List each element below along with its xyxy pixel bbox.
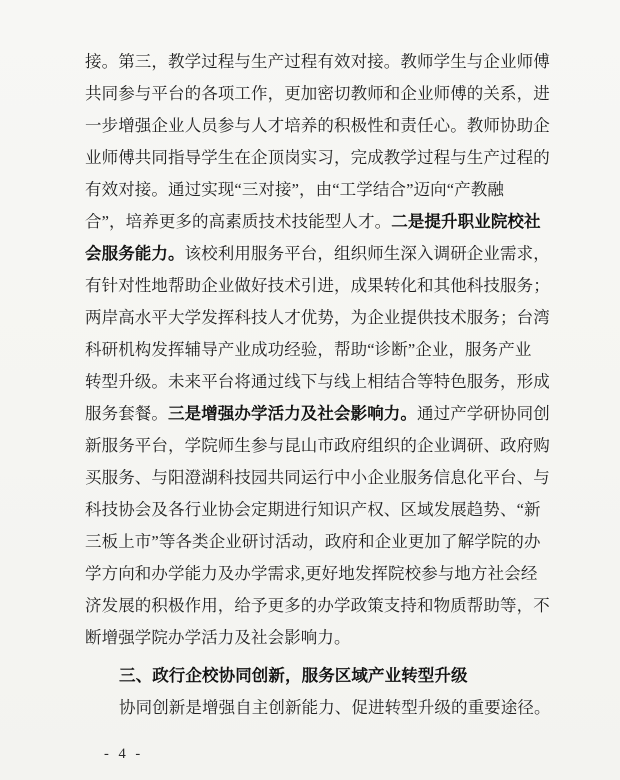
text-line [85, 110, 557, 142]
text-run: 服务套餐。 [85, 404, 168, 423]
text-run: 两岸高水平大学发挥科技人才优势，为企业提供技术服务；台湾 [85, 308, 550, 327]
text-line [85, 142, 557, 174]
text-line [85, 590, 557, 622]
text-run: 买服务、与阳澄湖科技园共同运行中小企业服务信息化平台、与 [85, 468, 550, 487]
text-line [85, 206, 557, 238]
text-run: 断增强学院办学活力及社会影响力。 [85, 628, 351, 647]
page-number: - 4 - [104, 746, 144, 762]
text-line [85, 494, 557, 526]
text-run: 共同参与平台的各项工作，更加密切教师和企业师傅的关系，进 [85, 84, 550, 103]
text-line [85, 430, 557, 462]
text-line [85, 366, 557, 398]
text-line [85, 462, 557, 494]
bold-text-run: 三、政行企校协同创新，服务区域产业转型升级 [119, 666, 468, 685]
text-line [85, 238, 557, 270]
text-run: 合”，培养更多的高素质技术技能型人才。 [85, 212, 392, 231]
text-run: 济发展的积极作用，给予更多的办学政策支持和物质帮助等，不 [85, 596, 550, 615]
text-run: 有针对性地帮助企业做好技术引进，成果转化和其他科技服务； [85, 276, 550, 295]
text-run: 业师傅共同指导学生在企顶岗实习，完成教学过程与生产过程的 [85, 148, 550, 167]
text-run: 学方向和办学能力及办学需求,更好地发挥院校参与地方社会经 [85, 564, 538, 583]
bold-text-run: 三是增强办学活力及社会影响力。 [168, 404, 417, 423]
text-line [85, 46, 557, 78]
text-run: 接。第三，教学过程与生产过程有效对接。教师学生与企业师傅 [85, 52, 550, 71]
text-line [85, 692, 557, 724]
text-line [85, 558, 557, 590]
bold-text-run: 二是提升职业院校社 [391, 212, 541, 231]
text-line [85, 526, 557, 558]
text-run: 该校利用服务平台，组织师生深入调研企业需求， [184, 244, 550, 263]
text-run: 有效对接。通过实现“三对接”，由“工学结合”迈向“产教融 [85, 180, 504, 199]
text-run: 科研机构发挥辅导产业成功经验，帮助“诊断”企业，服务产业 [85, 340, 532, 359]
text-line [85, 334, 557, 366]
section-heading [85, 660, 557, 692]
bold-text-run: 会服务能力。 [85, 244, 185, 263]
text-line [85, 174, 557, 206]
text-line [85, 622, 557, 654]
text-run: 一步增强企业人员参与人才培养的积极性和责任心。教师协助企 [85, 116, 550, 135]
text-line [85, 302, 557, 334]
text-run: 协同创新是增强自主创新能力、促进转型升级的重要途径。 [119, 698, 551, 717]
text-line [85, 270, 557, 302]
text-run: 科技协会及各行业协会定期进行知识产权、区域发展趋势、“新 [85, 500, 541, 519]
text-run: 新服务平台，学院师生参与昆山市政府组织的企业调研、政府购 [85, 436, 550, 455]
document-body [85, 46, 557, 724]
text-run: 三板上市”等各类企业研讨活动，政府和企业更加了解学院的办 [85, 532, 541, 551]
text-run: 转型升级。未来平台将通过线下与线上相结合等特色服务，形成 [85, 372, 550, 391]
text-line [85, 78, 557, 110]
text-run: 通过产学研协同创 [417, 404, 550, 423]
text-line [85, 398, 557, 430]
